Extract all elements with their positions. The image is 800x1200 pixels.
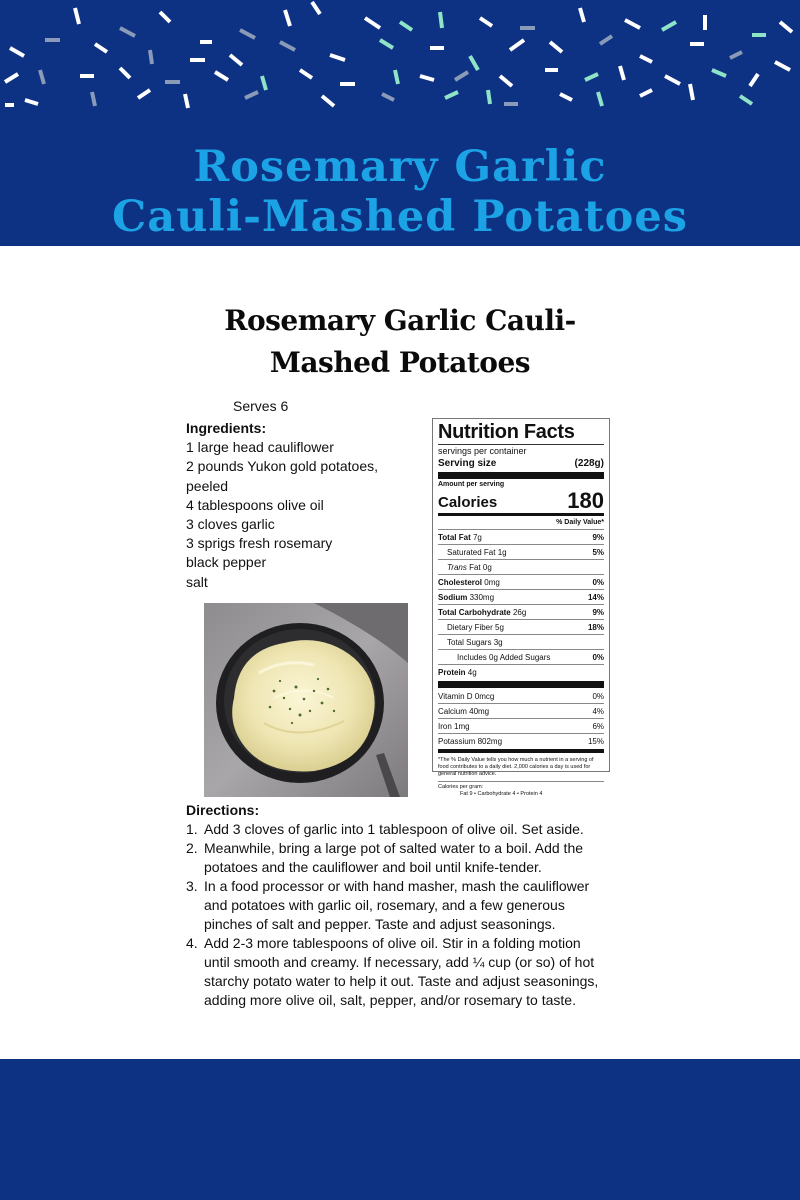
- nutrient-row: [438, 589, 604, 604]
- step-number: 3.: [186, 878, 198, 894]
- daily-value-footnote: *The % Daily Value tells you how much a nutrient in a serving of food contributes to a daily diet. 2,000 calories a day is used for general nutrition advice.: [438, 757, 594, 777]
- ingredient-item: 3 cloves garlic: [186, 516, 275, 533]
- banner-title-line1: Rosemary Garlic: [193, 142, 607, 192]
- nutrient-row: [438, 619, 604, 634]
- vitamin-dv: 6%: [592, 721, 604, 731]
- step-number: 1.: [186, 821, 198, 837]
- banner-title: [0, 142, 800, 242]
- step-number: 4.: [186, 935, 198, 951]
- nutrient-row: [438, 529, 604, 544]
- nutrient-name: Total Carbohydrate: [438, 607, 511, 617]
- calories-value: 180: [567, 488, 604, 513]
- nutrient-dv: 0%: [592, 577, 604, 587]
- serving-size-value: (228g): [574, 458, 604, 469]
- calories-row: [438, 489, 604, 513]
- serving-size-label: Serving size: [438, 458, 497, 469]
- daily-value-header: % Daily Value*: [438, 513, 604, 529]
- divider-medium: [438, 749, 604, 753]
- step-number: 2.: [186, 840, 198, 856]
- direction-step: [186, 820, 606, 839]
- nutrient-name: Dietary Fiber 5g: [447, 622, 504, 632]
- nutrient-row: [438, 544, 604, 559]
- nutrient-amount: 0mg: [482, 577, 500, 587]
- direction-step: [186, 934, 606, 1010]
- step-text: Meanwhile, bring a large pot of salted water to a boil. Add the potatoes and the cauliflower and boil until knife-tender.: [204, 840, 584, 875]
- nutrient-dv: 9%: [592, 607, 604, 617]
- amount-per-serving: Amount per serving: [438, 481, 505, 488]
- directions-heading: Directions:: [186, 802, 260, 818]
- nutrient-dv: 18%: [587, 622, 604, 632]
- nutrient-name: Protein: [438, 667, 466, 677]
- step-text: Add 2-3 more tablespoons of olive oil. Stir in a folding motion until smooth and creamy. If necessary, add ¼ cup (or so) of hot starchy potato water to help it out. Taste and adjust seasonings, adding more olive oil, salt, pepper, and/or rosemary to taste.: [204, 935, 599, 1008]
- step-text: In a food processor or with hand masher, mash the cauliflower and potatoes with garlic oil, rosemary, and a few generous pinches of salt and pepper. Taste and adjust seasonings.: [204, 878, 590, 932]
- vitamin-dv: 15%: [587, 736, 604, 746]
- recipe-title-line2: Mashed Potatoes: [269, 346, 531, 379]
- calories-per-gram-label: Calories per gram:: [438, 784, 484, 790]
- nutrient-name: Total Fat: [438, 532, 471, 542]
- ingredient-item: salt: [186, 573, 208, 590]
- nutrition-facts-label: [432, 418, 610, 797]
- step-text: Add 3 cloves of garlic into 1 tablespoon of olive oil. Set aside.: [204, 821, 584, 837]
- ingredients-section: [186, 419, 416, 592]
- vitamin-row: [438, 689, 604, 703]
- nutrient-row: [438, 649, 604, 664]
- nutrient-dv: 9%: [592, 532, 604, 542]
- nutrient-name: Saturated Fat 1g: [447, 547, 507, 557]
- ingredient-item: 1 large head cauliflower: [186, 439, 334, 456]
- ingredients-list: [186, 438, 416, 592]
- servings-per-container: servings per container: [438, 446, 527, 456]
- direction-step: [186, 839, 606, 877]
- serves-text: Serves 6: [233, 398, 289, 414]
- nutrition-facts-title: Nutrition Facts: [438, 421, 575, 443]
- calories-label: Calories: [438, 494, 498, 511]
- vitamin-row: [438, 718, 604, 733]
- mashed-potatoes-bowl-image: [204, 603, 408, 797]
- calories-per-gram-values: Fat 9 • Carbohydrate 4 • Protein 4: [460, 791, 543, 797]
- divider-thick: [438, 472, 604, 479]
- vitamin-name: Iron 1mg: [438, 721, 470, 731]
- calories-per-gram: [438, 781, 604, 798]
- nutrient-amount: Fat 0g: [466, 562, 492, 572]
- vitamin-dv: 4%: [592, 706, 604, 716]
- vitamin-dv: 0%: [592, 691, 604, 701]
- footer-banner: [0, 1059, 800, 1200]
- recipe-photo: [204, 603, 408, 797]
- banner-title-line2: Cauli-Mashed Potatoes: [112, 192, 688, 242]
- ingredients-heading: Ingredients:: [186, 420, 267, 436]
- vitamin-row: [438, 733, 604, 748]
- vitamin-name: Vitamin D 0mcg: [438, 691, 495, 701]
- nutrient-name: Sodium: [438, 592, 468, 602]
- ingredient-item: 3 sprigs fresh rosemary: [186, 535, 333, 552]
- ingredient-item: black pepper: [186, 554, 267, 571]
- vitamin-name: Calcium 40mg: [438, 706, 490, 716]
- direction-step: [186, 877, 606, 934]
- ingredient-item: peeled: [186, 477, 229, 494]
- nutrient-dv: 0%: [592, 652, 604, 662]
- divider-thick: [438, 681, 604, 688]
- nutrient-dv: 14%: [587, 592, 604, 602]
- vitamin-row: [438, 703, 604, 718]
- directions-list: [186, 820, 606, 1010]
- vitamin-name: Potassium 802mg: [438, 736, 503, 746]
- nutrient-name: Cholesterol: [438, 577, 483, 587]
- serving-size-row: [438, 457, 604, 470]
- nutrient-row: [438, 634, 604, 649]
- nutrient-amount: 26g: [510, 607, 527, 617]
- header-banner: [0, 0, 800, 246]
- ingredient-item: 4 tablespoons olive oil: [186, 496, 324, 513]
- nutrient-row: [438, 559, 604, 574]
- nutrient-amount: 4g: [465, 667, 477, 677]
- nutrient-amount: 330mg: [467, 592, 495, 602]
- nutrient-amount: 7g: [470, 532, 482, 542]
- confetti-decoration: [0, 0, 800, 120]
- ingredient-item: 2 pounds Yukon gold potatoes,: [186, 458, 379, 475]
- nutrient-row: [438, 604, 604, 619]
- nutrient-name-italic: Trans: [447, 562, 467, 572]
- nutrient-row: [438, 664, 604, 679]
- nutrient-name: Total Sugars 3g: [447, 637, 503, 647]
- nutrient-dv: 5%: [592, 547, 604, 557]
- nutrient-name: Includes 0g Added Sugars: [457, 652, 551, 662]
- directions-section: [186, 801, 606, 1010]
- recipe-title-line1: Rosemary Garlic Cauli-: [224, 304, 576, 337]
- nutrient-row: [438, 574, 604, 589]
- recipe-title: [190, 300, 610, 384]
